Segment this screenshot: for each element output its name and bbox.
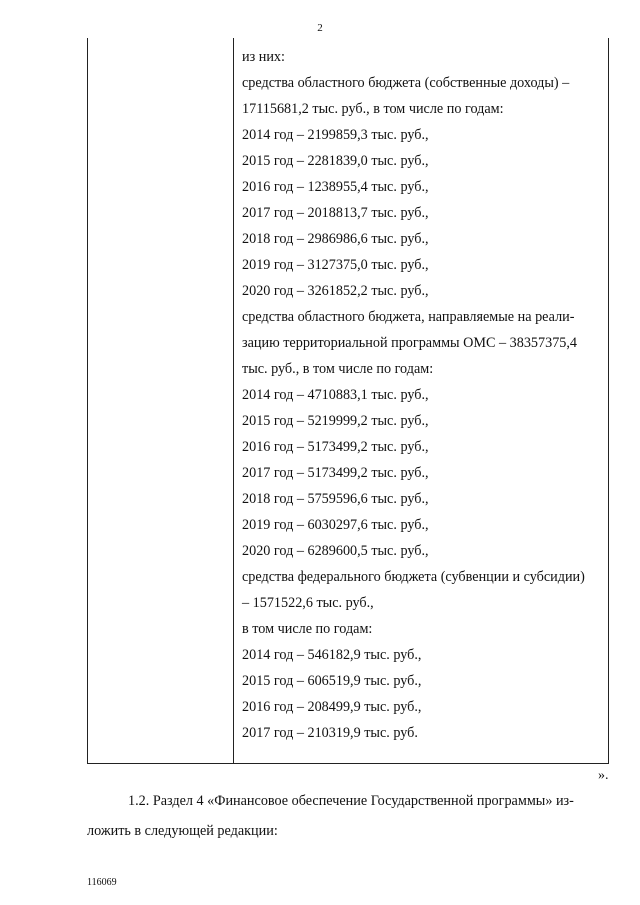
table-text-line: средства областного бюджета (собственные доходы) – — [242, 75, 570, 91]
amendment-text-2: ложить в следующей редакции: — [87, 823, 278, 839]
amendment-text-1: 1.2. Раздел 4 «Финансовое обеспечение Государственной программы» из- — [128, 793, 574, 809]
table-text-line: 2015 год – 5219999,2 тыс. руб., — [242, 413, 429, 429]
table-text-line: 2014 год – 2199859,3 тыс. руб., — [242, 127, 429, 143]
table-text-line: 2016 год – 208499,9 тыс. руб., — [242, 699, 422, 715]
table-text-line: 2017 год – 210319,9 тыс. руб. — [242, 725, 418, 741]
table-text-line: 2019 год – 3127375,0 тыс. руб., — [242, 257, 429, 273]
table-text-line: средства федерального бюджета (субвенции и субсидии) — [242, 569, 585, 585]
table-text-line: 2014 год – 546182,9 тыс. руб., — [242, 647, 422, 663]
table-text-line: 2018 год – 5759596,6 тыс. руб., — [242, 491, 429, 507]
budget-table-cell — [242, 44, 604, 746]
page-number: 2 — [317, 22, 323, 34]
table-text-line: 2015 год – 606519,9 тыс. руб., — [242, 673, 422, 689]
table-text-line: – 1571522,6 тыс. руб., — [242, 595, 374, 611]
table-text-line: 2015 год – 2281839,0 тыс. руб., — [242, 153, 429, 169]
table-text-line: 17115681,2 тыс. руб., в том числе по годам: — [242, 101, 504, 117]
table-text-line: 2018 год – 2986986,6 тыс. руб., — [242, 231, 429, 247]
table-text-line: 2020 год – 3261852,2 тыс. руб., — [242, 283, 429, 299]
table-text-line: 2019 год – 6030297,6 тыс. руб., — [242, 517, 429, 533]
table-text-line: средства областного бюджета, направляемые на реали- — [242, 309, 575, 325]
table-text-line: из них: — [242, 49, 285, 65]
table-text-line: 2016 год – 1238955,4 тыс. руб., — [242, 179, 429, 195]
table-text-line: 2016 год – 5173499,2 тыс. руб., — [242, 439, 429, 455]
table-text-line: 2014 год – 4710883,1 тыс. руб., — [242, 387, 429, 403]
table-column-divider — [233, 38, 234, 763]
table-text-line: зацию территориальной программы ОМС – 38357375,4 — [242, 335, 578, 351]
footer-document-code: 116069 — [87, 877, 117, 888]
budget-table — [87, 38, 609, 764]
table-text-line: 2020 год – 6289600,5 тыс. руб., — [242, 543, 429, 559]
table-text-line: тыс. руб., в том числе по годам: — [242, 361, 434, 377]
closing-quote: ». — [598, 768, 609, 783]
table-text-line: 2017 год – 2018813,7 тыс. руб., — [242, 205, 429, 221]
table-text-line: в том числе по годам: — [242, 621, 373, 637]
table-text-line: 2017 год – 5173499,2 тыс. руб., — [242, 465, 429, 481]
